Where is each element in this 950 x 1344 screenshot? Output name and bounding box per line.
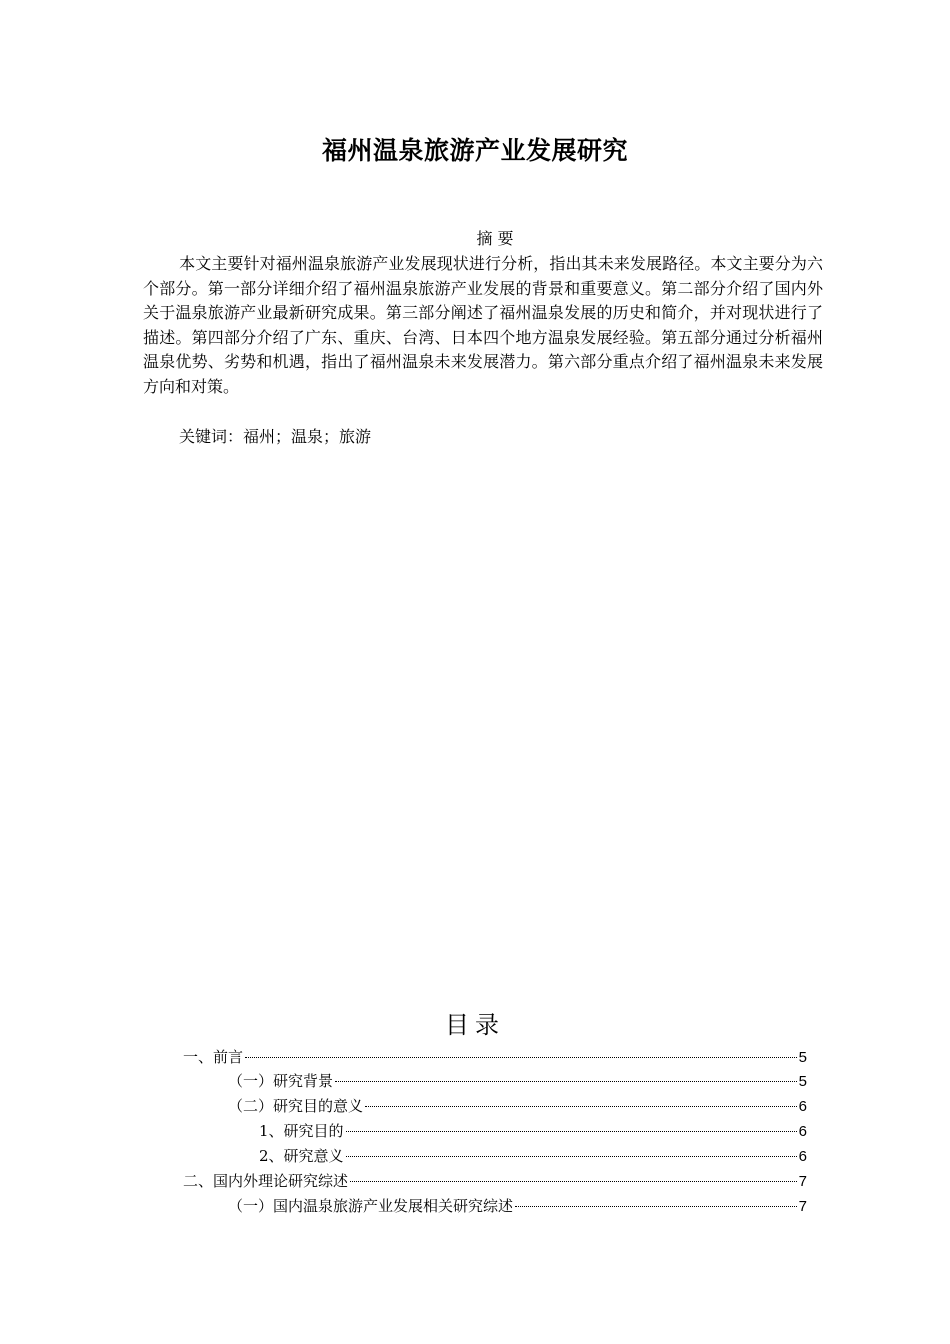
toc-leader-dots xyxy=(350,1181,797,1182)
keywords: 关键词：福州；温泉；旅游 xyxy=(179,427,372,446)
toc-entry[interactable] xyxy=(228,1094,807,1118)
document-title: 福州温泉旅游产业发展研究 xyxy=(321,136,628,165)
toc-entry-label: 1、研究目的 xyxy=(259,1122,344,1140)
toc-entry-label: 二、国内外理论研究综述 xyxy=(183,1172,349,1190)
toc-page-number: 5 xyxy=(798,1049,807,1066)
toc-entry-label: （一）研究背景 xyxy=(228,1072,334,1090)
abstract-heading: 摘 要 xyxy=(476,229,514,248)
toc-page-number: 5 xyxy=(798,1073,807,1090)
toc-page-number: 7 xyxy=(798,1198,807,1215)
toc-entry[interactable] xyxy=(259,1144,807,1168)
toc-entry-label: 一、前言 xyxy=(183,1048,244,1066)
toc-entry[interactable] xyxy=(259,1119,807,1143)
toc-entry-label: 2、研究意义 xyxy=(259,1147,344,1165)
toc-leader-dots xyxy=(335,1081,797,1082)
toc-entry[interactable] xyxy=(183,1045,807,1069)
abstract-body xyxy=(143,252,823,399)
toc-leader-dots xyxy=(346,1156,797,1157)
toc-leader-dots xyxy=(365,1106,797,1107)
abstract-text: 本文主要针对福州温泉旅游产业发展现状进行分析，指出其未来发展路径。本文主要分为六个部分。第一部分详细介绍了福州温泉旅游产业发展的背景和重要意义。第二部分介绍了国内外关于温泉旅游产业最新研究成果。第三部分阐述了福州温泉发展的历史和简介，并对现状进行了描述。第四部分介绍了广东、重庆、台湾、日本四个地方温泉发展经验。第五部分通过分析福州温泉优势、劣势和机遇，指出了福州温泉未来发展潜力。第六部分重点介绍了福州温泉未来发展方向和对策。 xyxy=(143,254,823,396)
toc-leader-dots xyxy=(346,1131,797,1132)
toc-heading: 目录 xyxy=(445,1011,505,1039)
toc-entry-label: （二）研究目的意义 xyxy=(228,1097,364,1115)
toc-entry[interactable] xyxy=(228,1194,807,1218)
toc-page-number: 6 xyxy=(798,1123,807,1140)
toc-page-number: 6 xyxy=(798,1098,807,1115)
toc-entry[interactable] xyxy=(183,1169,807,1193)
toc-leader-dots xyxy=(245,1057,797,1058)
toc-page-number: 6 xyxy=(798,1148,807,1165)
toc-entry[interactable] xyxy=(228,1069,807,1093)
toc-page-number: 7 xyxy=(798,1173,807,1190)
toc-entry-label: （一）国内温泉旅游产业发展相关研究综述 xyxy=(228,1197,514,1215)
toc-leader-dots xyxy=(515,1206,797,1207)
